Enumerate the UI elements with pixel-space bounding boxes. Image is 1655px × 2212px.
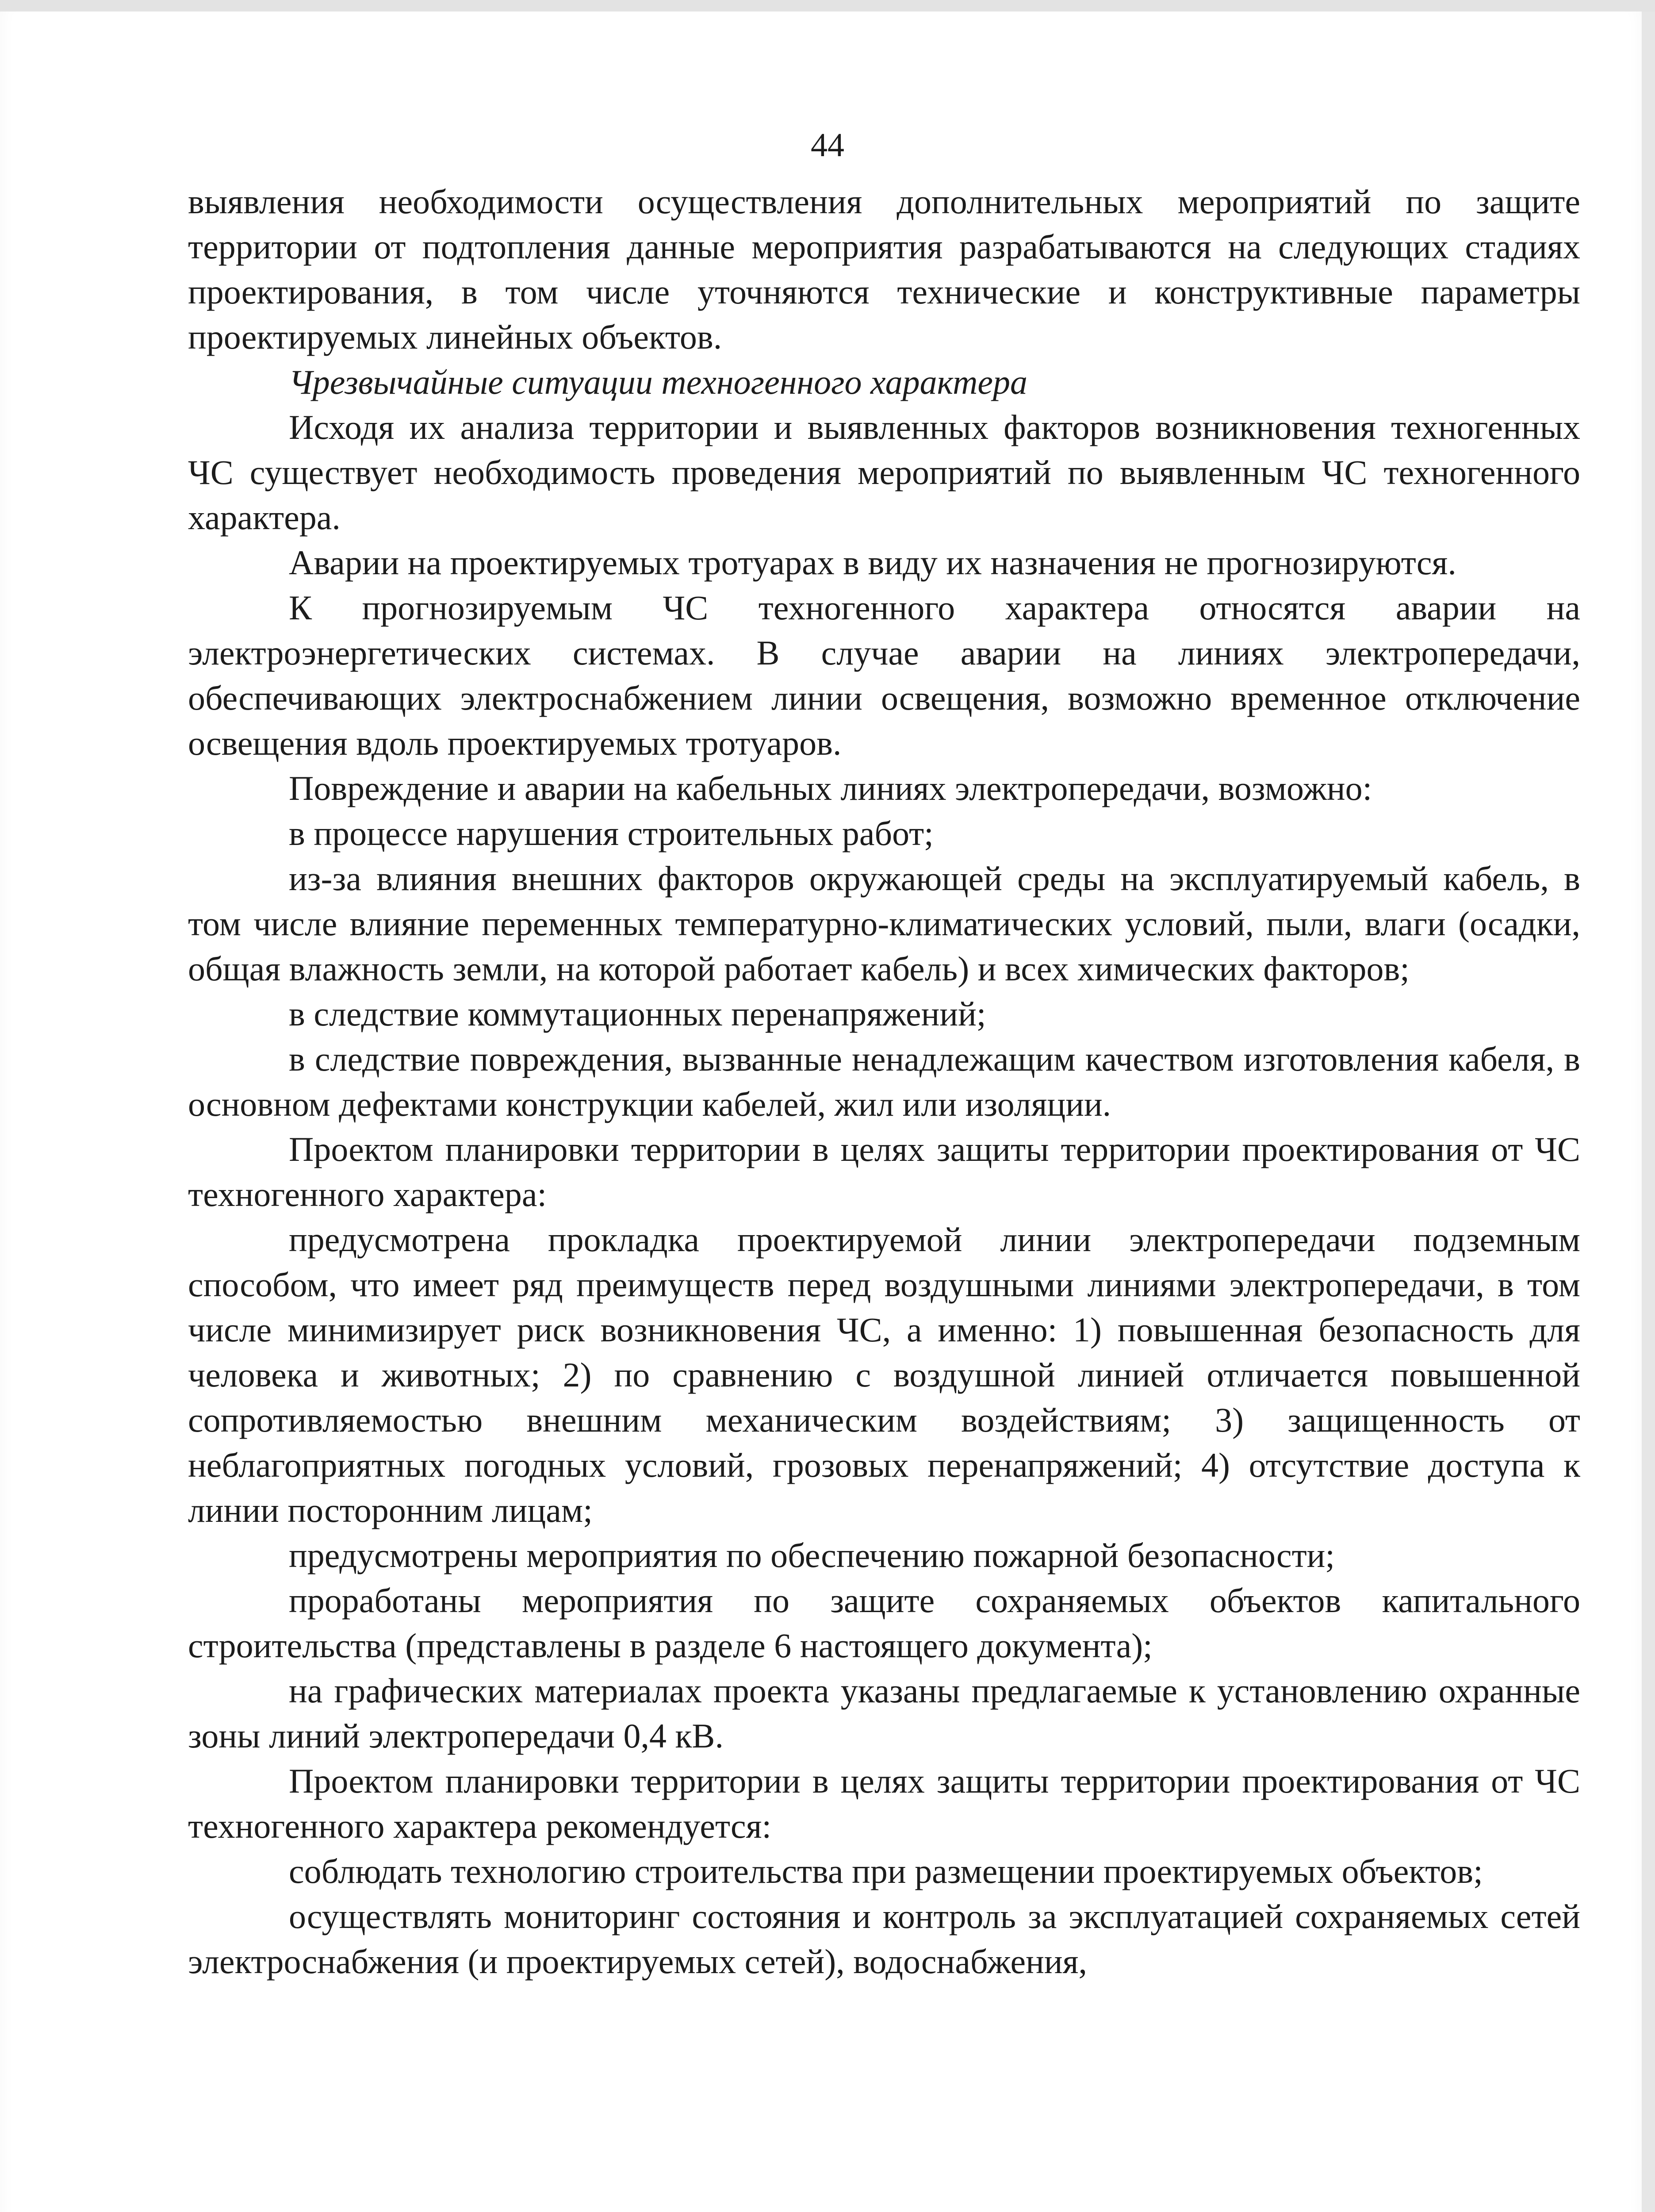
section-heading: Чрезвычайные ситуации техногенного характера bbox=[289, 363, 1028, 401]
scan-edge bbox=[0, 0, 1655, 12]
paragraph: Повреждение и аварии на кабельных линиях электропередачи, возможно: bbox=[289, 769, 1372, 807]
paragraph: Проектом планировки территории в целях защиты территории проектирования от ЧС техногенного характера: bbox=[188, 1130, 1580, 1214]
list-item: из-за влияния внешних факторов окружающей среды на эксплуатируемый кабель, в том числе влияние переменных температурно-климатических условий, пыли, влаги (осадки, общая влажность земли, на которой работает кабель) и всех химических факторов; bbox=[188, 859, 1580, 988]
list-item: в следствие повреждения, вызванные ненадлежащим качеством изготовления кабеля, в основном дефектами конструкции кабелей, жил или изоляции. bbox=[188, 1040, 1580, 1123]
list-item: осуществлять мониторинг состояния и контроль за эксплуатацией сохраняемых сетей электроснабжения (и проектируемых сетей), водоснабжения, bbox=[188, 1897, 1580, 1981]
list-item: соблюдать технологию строительства при размещении проектируемых объектов; bbox=[289, 1852, 1483, 1890]
list-item: в следствие коммутационных перенапряжений; bbox=[289, 995, 986, 1033]
paragraph: выявления необходимости осуществления дополнительных мероприятий по защите территории от подтопления данные мероприятия разрабатываются на следующих стадиях проектирования, в том числе уточняются технические и конструктивные параметры проектируемых линейных объектов. bbox=[188, 182, 1580, 356]
list-item: предусмотрены мероприятия по обеспечению пожарной безопасности; bbox=[289, 1536, 1335, 1575]
paragraph: Проектом планировки территории в целях защиты территории проектирования от ЧС техногенного характера рекомендуется: bbox=[188, 1762, 1580, 1845]
paragraph: Аварии на проектируемых тротуарах в виду их назначения не прогнозируются. bbox=[289, 543, 1456, 582]
body-text bbox=[188, 179, 1580, 1984]
list-item: в процессе нарушения строительных работ; bbox=[289, 814, 934, 853]
paragraph: Исходя их анализа территории и выявленных факторов возникновения техногенных ЧС существует необходимость проведения мероприятий по выявленным ЧС техногенного характера. bbox=[188, 408, 1580, 537]
page-number: 44 bbox=[811, 127, 844, 164]
paragraph: К прогнозируемым ЧС техногенного характера относятся аварии на электроэнергетических системах. В случае аварии на линиях электропередачи, обеспечивающих электроснабжением линии освещения, возможно временное отключение освещения вдоль проектируемых тротуаров. bbox=[188, 588, 1580, 762]
list-item: на графических материалах проекта указаны предлагаемые к установлению охранные зоны линий электропередачи 0,4 кВ. bbox=[188, 1671, 1580, 1755]
list-item: предусмотрена прокладка проектируемой линии электропередачи подземным способом, что имеет ряд преимуществ перед воздушными линиями электропередачи, в том числе минимизирует риск возникновения ЧС, а именно: 1) повышенная безопасность для человека и животных; 2) по сравнению с воздушной линией отличается повышенной сопротивляемостью внешним механическим воздействиям; 3) защищенность от неблагоприятных погодных условий, грозовых перенапряжений; 4) отсутствие доступа к линии посторонним лицам; bbox=[188, 1220, 1580, 1529]
list-item: проработаны мероприятия по защите сохраняемых объектов капитального строительства (представлены в разделе 6 настоящего документа); bbox=[188, 1581, 1580, 1665]
